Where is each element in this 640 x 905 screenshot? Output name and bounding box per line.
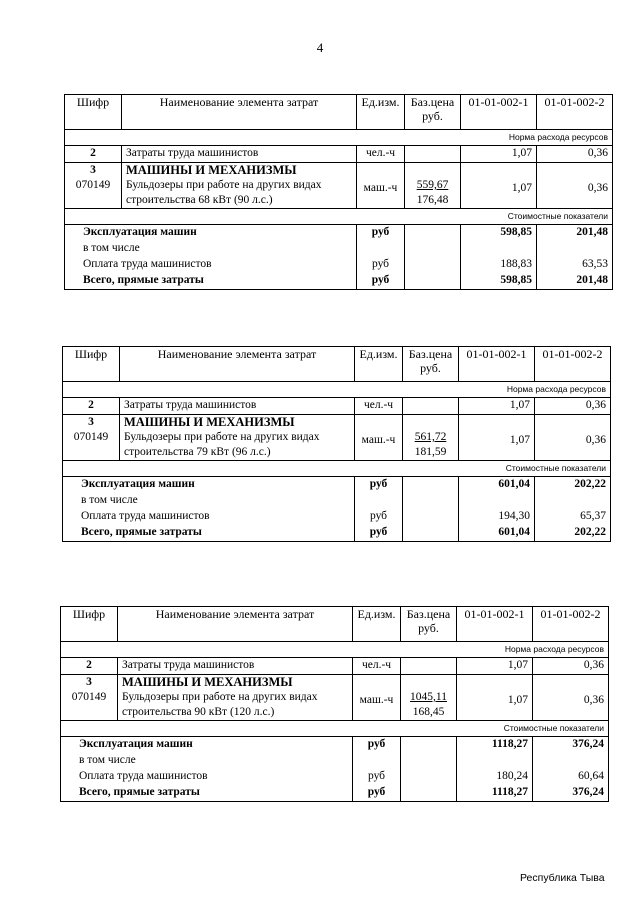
machine-code: 070149: [75, 179, 111, 191]
estimate-table: [62, 346, 611, 542]
norm-subheader: Норма расхода ресурсов: [63, 382, 611, 398]
labor-value-2: 0,36: [537, 146, 613, 163]
operation-value-1: 1118,27: [457, 737, 533, 754]
norm-subheader: Норма расхода ресурсов: [61, 642, 609, 658]
cost-subheader-row: [61, 721, 609, 737]
header-col1: 01-01-002-1: [459, 347, 535, 382]
header-price-line1: Баз.цена: [410, 95, 455, 109]
estimate-table-block-2: [62, 346, 610, 542]
header-col1: 01-01-002-1: [457, 607, 533, 642]
operation-value-1: 598,85: [461, 225, 537, 242]
machine-value-2: 0,36: [533, 675, 609, 721]
header-col2: 01-01-002-2: [535, 347, 611, 382]
norm-subheader-row: [65, 130, 613, 146]
estimate-table-block-1: [64, 94, 612, 290]
including-label: в том числе: [63, 493, 355, 509]
machine-price-total: 1045,11: [410, 691, 447, 703]
machine-name-line2: строительства 79 кВт (96 л.с.): [124, 446, 271, 458]
pay-label: Оплата труда машинистов: [63, 509, 355, 525]
estimate-table: [64, 94, 613, 290]
operation-row: [65, 225, 613, 242]
operation-value-1: 601,04: [459, 477, 535, 494]
operation-value-2: 376,24: [533, 737, 609, 754]
header-col2: 01-01-002-2: [537, 95, 613, 130]
machines-row: [61, 675, 609, 721]
header-code: Шифр: [61, 607, 118, 642]
machines-name: МАШИНЫ И МЕХАНИЗМЫ: [124, 415, 295, 429]
total-row: [65, 273, 613, 290]
header-col2: 01-01-002-2: [533, 607, 609, 642]
labor-row: [61, 658, 609, 675]
labor-unit: чел.-ч: [353, 658, 401, 675]
header-code: Шифр: [65, 95, 122, 130]
cost-subheader: Стоимостные показатели: [65, 209, 613, 225]
machine-price-pay: 181,59: [414, 446, 447, 458]
machines-row: [65, 163, 613, 209]
pay-row: [63, 509, 611, 525]
operation-unit: руб: [357, 225, 405, 242]
operation-row: [63, 477, 611, 494]
estimate-table: [60, 606, 609, 802]
pay-unit: руб: [353, 769, 401, 785]
machine-value-1: 1,07: [457, 675, 533, 721]
including-row: [65, 241, 613, 257]
machine-unit: маш.-ч: [357, 163, 405, 209]
total-unit: руб: [357, 273, 405, 290]
operation-unit: руб: [355, 477, 403, 494]
estimate-table-block-3: [60, 606, 608, 802]
machine-price-pay: 168,45: [412, 706, 445, 718]
pay-value-2: 65,37: [535, 509, 611, 525]
cost-subheader: Стоимостные показатели: [61, 721, 609, 737]
norm-subheader-row: [63, 382, 611, 398]
total-unit: руб: [353, 785, 401, 802]
labor-row: [63, 398, 611, 415]
labor-price: [403, 398, 459, 415]
pay-value-1: 188,83: [461, 257, 537, 273]
machines-row: [63, 415, 611, 461]
labor-value-2: 0,36: [535, 398, 611, 415]
labor-price: [401, 658, 457, 675]
page-number: 4: [316, 40, 324, 55]
labor-unit: чел.-ч: [357, 146, 405, 163]
header-code: Шифр: [63, 347, 120, 382]
cost-subheader-row: [65, 209, 613, 225]
machine-code: 070149: [73, 431, 109, 443]
total-value-2: 202,22: [535, 525, 611, 542]
labor-value-1: 1,07: [457, 658, 533, 675]
machine-unit: маш.-ч: [353, 675, 401, 721]
machines-name: МАШИНЫ И МЕХАНИЗМЫ: [126, 163, 297, 177]
total-value-1: 601,04: [459, 525, 535, 542]
machines-name: МАШИНЫ И МЕХАНИЗМЫ: [122, 675, 293, 689]
labor-name: Затраты труда машинистов: [120, 398, 355, 415]
cost-subheader: Стоимостные показатели: [63, 461, 611, 477]
header-name: Наименование элемента затрат: [120, 347, 355, 382]
machine-name-line2: строительства 90 кВт (120 л.с.): [122, 706, 275, 718]
operation-value-2: 201,48: [537, 225, 613, 242]
total-label: Всего, прямые затраты: [65, 273, 357, 290]
footer-region: Республика Тыва: [520, 872, 605, 884]
including-row: [63, 493, 611, 509]
pay-label: Оплата труда машинистов: [61, 769, 353, 785]
total-value-2: 201,48: [537, 273, 613, 290]
pay-value-2: 63,53: [537, 257, 613, 273]
labor-code: 2: [61, 658, 118, 675]
machine-value-1: 1,07: [459, 415, 535, 461]
labor-code: 2: [65, 146, 122, 163]
labor-row: [65, 146, 613, 163]
header-price-line2: руб.: [418, 621, 439, 635]
pay-value-1: 180,24: [457, 769, 533, 785]
norm-subheader: Норма расхода ресурсов: [65, 130, 613, 146]
operation-label: Эксплуатация машин: [63, 477, 355, 494]
operation-value-2: 202,22: [535, 477, 611, 494]
machine-price-total: 559,67: [416, 179, 449, 191]
labor-unit: чел.-ч: [355, 398, 403, 415]
total-row: [61, 785, 609, 802]
machine-unit: маш.-ч: [355, 415, 403, 461]
total-row: [63, 525, 611, 542]
cost-subheader-row: [63, 461, 611, 477]
norm-subheader-row: [61, 642, 609, 658]
labor-price: [405, 146, 461, 163]
pay-value-2: 60,64: [533, 769, 609, 785]
header-unit: Ед.изм.: [357, 95, 405, 130]
machines-code: 3: [88, 416, 94, 428]
total-value-1: 598,85: [461, 273, 537, 290]
machine-value-2: 0,36: [537, 163, 613, 209]
machine-code: 070149: [71, 691, 107, 703]
machine-name-line1: Бульдозеры при работе на других видах: [122, 691, 318, 703]
total-unit: руб: [355, 525, 403, 542]
header-name: Наименование элемента затрат: [122, 95, 357, 130]
header-price: [405, 95, 461, 130]
table-header-row: [65, 95, 613, 130]
labor-value-1: 1,07: [461, 146, 537, 163]
table-header-row: [61, 607, 609, 642]
machine-name-line2: строительства 68 кВт (90 л.с.): [126, 194, 273, 206]
machines-code: 3: [86, 676, 92, 688]
labor-code: 2: [63, 398, 120, 415]
pay-unit: руб: [357, 257, 405, 273]
machine-value-2: 0,36: [535, 415, 611, 461]
header-price-line1: Баз.цена: [406, 607, 451, 621]
pay-value-1: 194,30: [459, 509, 535, 525]
machine-name-line1: Бульдозеры при работе на других видах: [126, 179, 322, 191]
header-price-line2: руб.: [422, 109, 443, 123]
total-value-2: 376,24: [533, 785, 609, 802]
machines-code: 3: [90, 164, 96, 176]
header-price-line1: Баз.цена: [408, 347, 453, 361]
pay-row: [61, 769, 609, 785]
table-header-row: [63, 347, 611, 382]
pay-label: Оплата труда машинистов: [65, 257, 357, 273]
header-price: [401, 607, 457, 642]
labor-name: Затраты труда машинистов: [118, 658, 353, 675]
header-price-line2: руб.: [420, 361, 441, 375]
operation-label: Эксплуатация машин: [65, 225, 357, 242]
including-label: в том числе: [65, 241, 357, 257]
labor-value-2: 0,36: [533, 658, 609, 675]
total-label: Всего, прямые затраты: [63, 525, 355, 542]
operation-unit: руб: [353, 737, 401, 754]
pay-unit: руб: [355, 509, 403, 525]
total-value-1: 1118,27: [457, 785, 533, 802]
machine-price-pay: 176,48: [416, 194, 449, 206]
operation-label: Эксплуатация машин: [61, 737, 353, 754]
header-name: Наименование элемента затрат: [118, 607, 353, 642]
header-unit: Ед.изм.: [353, 607, 401, 642]
operation-row: [61, 737, 609, 754]
including-row: [61, 753, 609, 769]
machine-price-total: 561,72: [414, 431, 447, 443]
machine-name-line1: Бульдозеры при работе на других видах: [124, 431, 320, 443]
header-unit: Ед.изм.: [355, 347, 403, 382]
machine-value-1: 1,07: [461, 163, 537, 209]
total-label: Всего, прямые затраты: [61, 785, 353, 802]
labor-name: Затраты труда машинистов: [122, 146, 357, 163]
pay-row: [65, 257, 613, 273]
labor-value-1: 1,07: [459, 398, 535, 415]
including-label: в том числе: [61, 753, 353, 769]
header-price: [403, 347, 459, 382]
header-col1: 01-01-002-1: [461, 95, 537, 130]
